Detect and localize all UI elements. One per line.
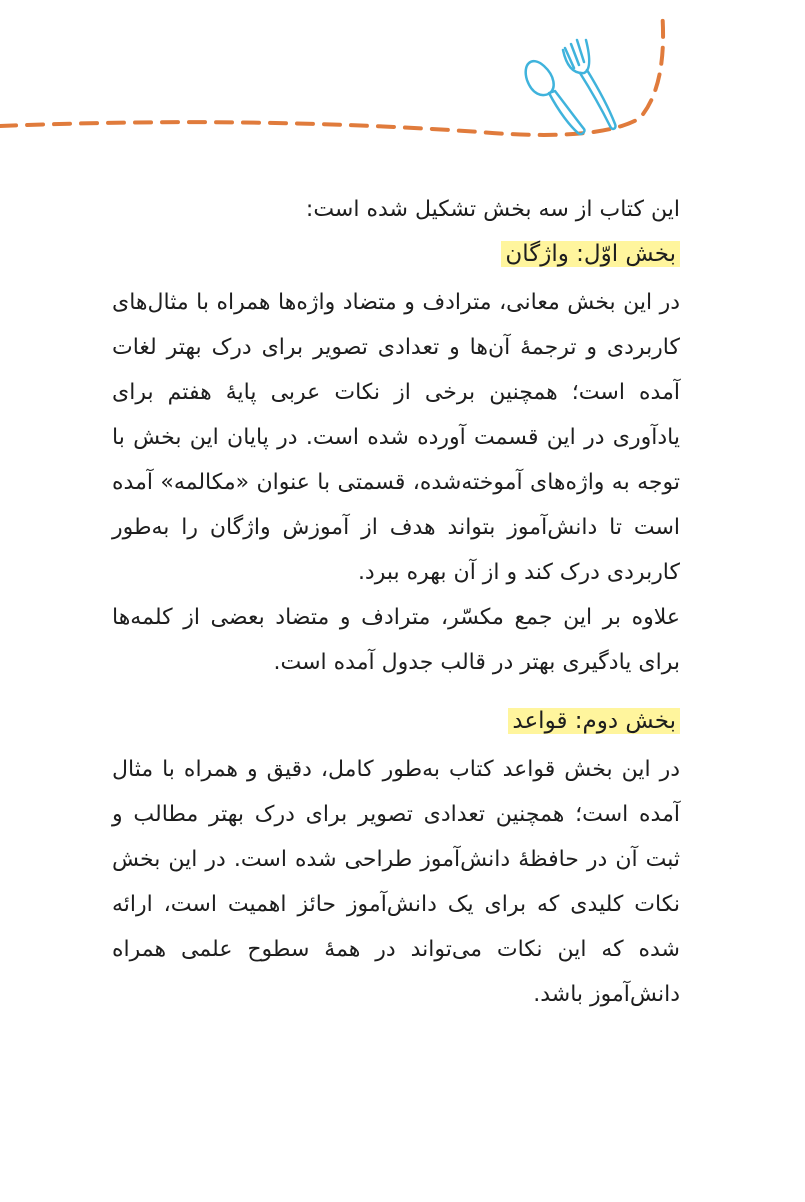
section1-heading [112,236,680,272]
section2-title: بخش دوم: قواعد [508,708,680,734]
section1-title: بخش اوّل: واژگان [501,241,680,267]
section1-body-2: علاوه بر این جمع مکسّر، مترادف و متضاد بعضی از کلمه‌ها برای یادگیری بهتر در قالب جدول آمده است. [112,605,680,675]
intro-text: این کتاب از سه بخش تشکیل شده است: [305,197,680,222]
main-content [112,190,680,1033]
fork-icon [563,40,615,129]
section2-body: در این بخش قواعد کتاب به‌طور کامل، دقیق و همراه با مثال آمده است؛ همچنین تعدادی تصویر برای درک بهتر مطالب و ثبت آن در حافظهٔ دانش‌آموز طراحی شده است. در این بخش نکات کلیدی که برای یک دانش‌آموز حائز اهمیت است، ارائه شده که این نکات می‌تواند در همهٔ سطوح علمی همراه دانش‌آموز باشد. [112,757,680,1007]
section2-heading [112,703,680,739]
section1-body: در این بخش معانی، مترادف و متضاد واژه‌ها همراه با مثال‌های کاربردی و ترجمهٔ آن‌ها و تعدادی تصویر برای درک بهتر لغات آمده است؛ همچنین برخی از نکات عربی پایهٔ هفتم برای یادآوری در این قسمت آورده شده است. در پایان این بخش با توجه به واژه‌های آموخته‌شده، قسمتی با عنوان «مکالمه» آمده است تا دانش‌آموز بتواند هدف از آموزش واژگان را به‌طور کاربردی درک کند و از آن بهره ببرد. [112,290,680,585]
header-decoration [0,0,805,180]
